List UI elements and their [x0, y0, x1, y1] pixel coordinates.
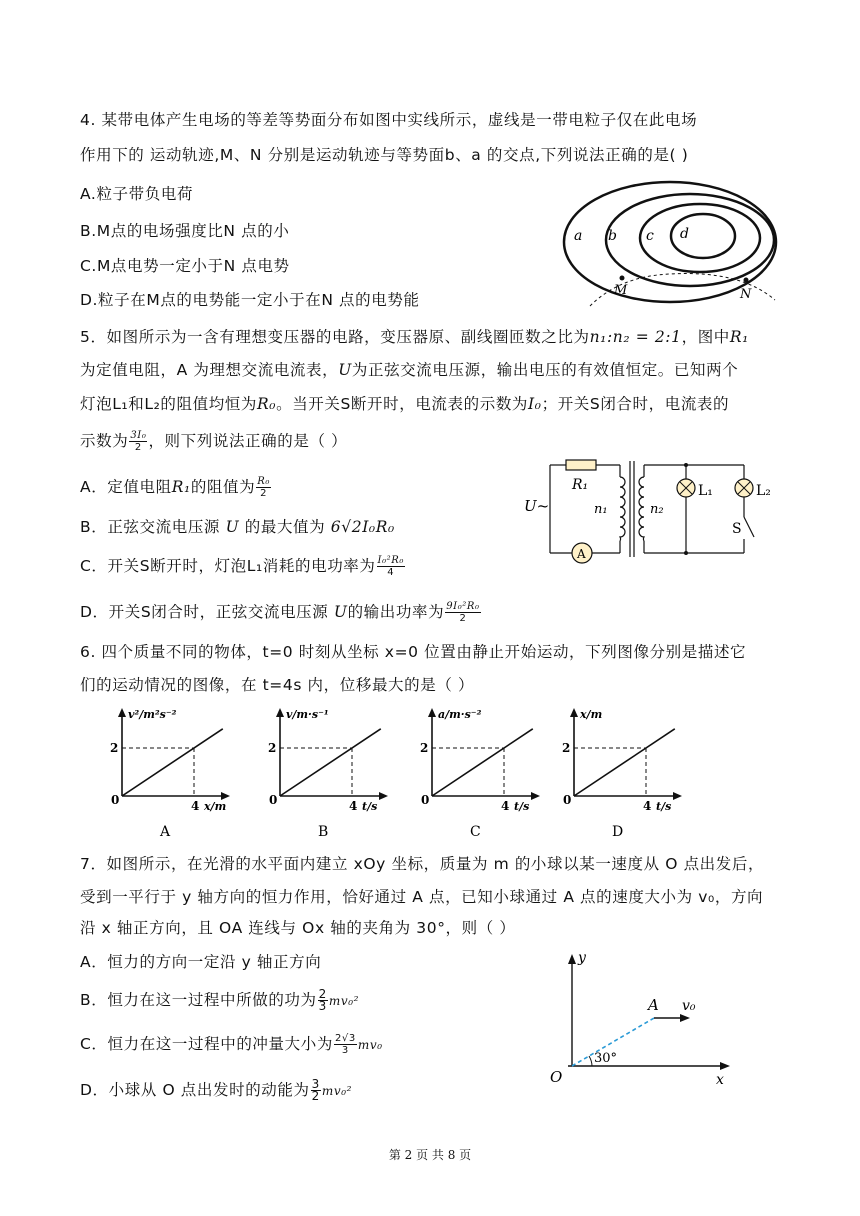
q6-graph-c — [410, 704, 560, 854]
q6-graph-b — [258, 704, 408, 854]
q4-option-c: C.M点电势一定小于N 点电势 — [80, 257, 290, 275]
u-source-label: U~ — [524, 497, 550, 515]
q5-option-d: D．开关S闭合时，正弦交流电压源 U的输出功率为 $\frac{\text{9I₀²R₀}}{2}$ — [80, 601, 480, 624]
q7-option-d: D．小球从 O 点出发时的动能为 $\frac{3}{2}$ mv₀² — [80, 1077, 353, 1103]
q7-xoy-figure — [548, 950, 748, 1090]
angle-label: 30° — [594, 1051, 618, 1066]
data-line — [574, 729, 675, 796]
data-line — [122, 729, 223, 796]
x-axis-label: x/m — [204, 800, 227, 813]
x-axis-arrow — [379, 792, 388, 800]
x-tick-label: 4 — [191, 799, 200, 813]
graph-caption: C — [470, 824, 481, 840]
q7-option-a: A．恒力的方向一定沿 y 轴正方向 — [80, 953, 322, 971]
x-tick-label: 4 — [643, 799, 652, 813]
fig-label-a: a — [574, 228, 583, 244]
ammeter-label: A — [577, 547, 586, 561]
fig-label-b: b — [608, 228, 617, 244]
y-tick-label: 2 — [420, 741, 429, 755]
q4-stem-line2: 作用下的 运动轨迹,M、N 分别是运动轨迹与等势面b、a 的交点,下列说法正确的是( ) — [80, 146, 689, 164]
v0-label: v₀ — [682, 998, 696, 1014]
n2-label: n₂ — [650, 502, 664, 517]
l2-label: L₂ — [756, 483, 771, 499]
q7-stem-line1: 7．如图所示，在光滑的水平面内建立 xOy 坐标，质量为 m 的小球以某一速度从 O 点出发后， — [80, 855, 765, 873]
y-tick-label: 2 — [268, 741, 277, 755]
r1-label: R₁ — [572, 477, 589, 493]
y-tick-label: 2 — [110, 741, 119, 755]
q5-stem-line4: 示数为 $\frac{\text{3I₀}}{2}$ ，则下列说法正确的是（ ） — [80, 430, 348, 453]
origin-label: O — [550, 1068, 563, 1086]
q7-option-c: C．恒力在这一过程中的冲量大小为 $\frac{2√3}{3}$ mv₀ — [80, 1033, 383, 1056]
x-axis-arrow — [673, 792, 682, 800]
page-footer: 第 2 页 共 8 页 — [388, 1148, 472, 1162]
q5-stem-line2: 为定值电阻，A 为理想交流电流表，U为正弦交流电压源，输出电压的有效值恒定。已知两个 — [80, 361, 739, 379]
graph-caption: D — [612, 824, 624, 840]
y-axis-label: v/m·s⁻¹ — [286, 708, 329, 721]
data-line — [280, 729, 381, 796]
q6-stem-line2: 们的运动情况的图像，在 t=4s 内，位移最大的是（ ） — [80, 676, 475, 694]
fig-label-c: c — [646, 228, 654, 244]
q4-equipotential-figure — [560, 178, 780, 308]
point-a-label: A — [648, 996, 659, 1014]
y-axis-label: v²/m²s⁻² — [128, 708, 177, 721]
q6-graph-a — [100, 704, 250, 854]
y-axis-arrow — [428, 708, 436, 717]
origin-label: 0 — [111, 793, 120, 807]
q7-stem-line2: 受到一平行于 y 轴方向的恒力作用，恰好通过 A 点，已知小球通过 A 点的速度大小为 v₀，方向 — [80, 888, 764, 906]
q4-stem-line1: 4. 某带电体产生电场的等差等势面分布如图中实线所示，虚线是一带电粒子仅在此电场 — [80, 111, 698, 129]
x-axis-label: t/s — [514, 800, 530, 813]
q6-graph-d — [552, 704, 702, 854]
q4-option-a: A.粒子带负电荷 — [80, 185, 194, 203]
q6-stem-line1: 6. 四个质量不同的物体，t=0 时刻从坐标 x=0 位置由静止开始运动，下列图像分别是描述它 — [80, 643, 747, 661]
q4-option-d: D.粒子在M点的电势能一定小于在N 点的电势能 — [80, 291, 420, 309]
q7-option-b: B．恒力在这一过程中所做的功为 $\frac{2}{3}$ mv₀² — [80, 987, 360, 1013]
q5-option-c: C．开关S断开时，灯泡L₁消耗的电功率为 $\frac{\text{I₀²R₀}}{4}$ — [80, 555, 405, 578]
n1-label: n₁ — [594, 502, 608, 517]
q7-stem-line3: 沿 x 轴正方向，且 OA 连线与 Ox 轴的夹角为 30°，则（ ） — [80, 919, 516, 937]
origin-label: 0 — [421, 793, 430, 807]
origin-label: 0 — [269, 793, 278, 807]
data-line — [432, 729, 533, 796]
fig-label-m: M — [614, 283, 628, 298]
switch-label: S — [732, 521, 742, 537]
q5-option-b: B．正弦交流电压源 U 的最大值为 6√2I₀R₀ — [80, 518, 395, 536]
graph-caption: B — [318, 824, 329, 840]
x-axis-label: t/s — [362, 800, 378, 813]
x-axis-label: x — [716, 1072, 724, 1088]
q5-transformer-circuit — [522, 455, 782, 567]
fig-label-n: N — [740, 287, 752, 302]
x-tick-label: 4 — [349, 799, 358, 813]
x-axis-arrow — [531, 792, 540, 800]
y-axis-arrow — [118, 708, 126, 717]
y-axis-arrow — [570, 708, 578, 717]
x-tick-label: 4 — [501, 799, 510, 813]
graph-caption: A — [160, 824, 171, 840]
y-axis-label: a/m·s⁻² — [438, 708, 482, 721]
q5-option-a: A．定值电阻R₁的阻值为 $\frac{\text{R₀}}{2}$ — [80, 476, 270, 499]
y-axis-arrow — [276, 708, 284, 717]
x-axis-label: t/s — [656, 800, 672, 813]
fig-label-d: d — [680, 226, 689, 242]
x-axis-arrow — [221, 792, 230, 800]
q5-stem-line1: 5．如图所示为一含有理想变压器的电路，变压器原、副线圈匝数之比为n₁:n₂ = 2:1，图中R₁ — [80, 328, 749, 346]
y-axis-label: y — [578, 950, 586, 966]
y-axis-label: x/m — [580, 708, 603, 721]
q4-option-b: B.M点的电场强度比N 点的小 — [80, 222, 290, 240]
y-tick-label: 2 — [562, 741, 571, 755]
l1-label: L₁ — [698, 483, 713, 499]
origin-label: 0 — [563, 793, 572, 807]
q5-stem-line3: 灯泡L₁和L₂的阻值均恒为R₀。当开关S断开时，电流表的示数为I₀；开关S闭合时，电流表的 — [80, 395, 730, 413]
